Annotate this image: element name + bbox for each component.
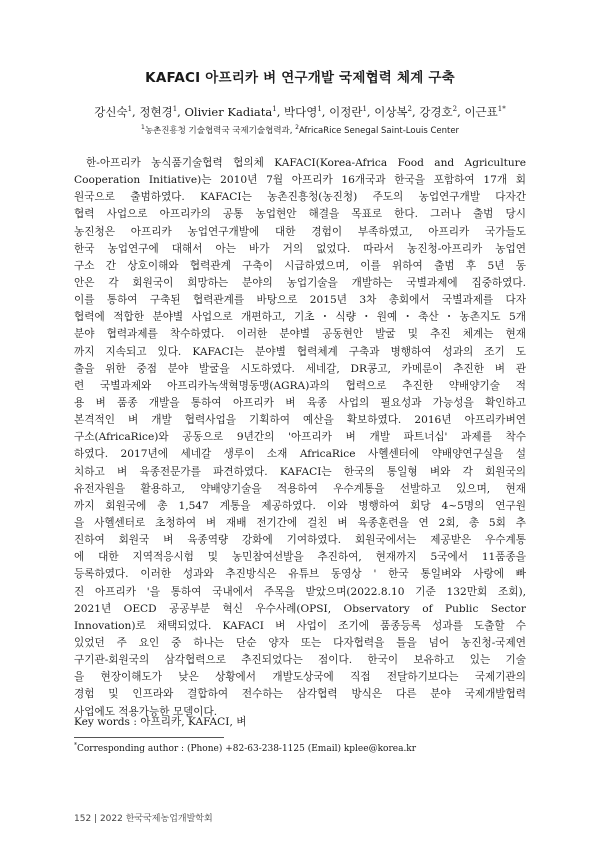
abstract-line: 한-아프리카 농식품기술협력 협의체 KAFACI(Korea-Africa Food and Agriculture — [86, 157, 526, 169]
page-footer — [74, 811, 213, 824]
affiliation-2: AfricaRice Senegal Saint-Louis Center — [299, 126, 460, 136]
abstract-line: 련 국별과제와 아프리카녹색혁명동맹(AGRA)과의 협력으로 추진한 약배양기술 적 — [74, 379, 526, 392]
abstract-line: 하였다. 2017년에 세네갈 생루이 소재 AfricaRice 사헬센터에 약배양연구실을 설 — [74, 448, 526, 461]
author-name: 박다영 — [284, 105, 318, 119]
abstract-line: Innovation)로 채택되었다. KAFACI 벼 사업이 조기에 품종등록 성과를 도출할 수 — [74, 619, 526, 632]
affiliation-marker-2: 2 — [295, 124, 299, 132]
author-separator: , — [177, 105, 185, 119]
abstract-line: 원국으로 출범하였다. KAFACI는 농촌진흥청(농진청) 주도의 농업연구개발 다자간 — [74, 191, 526, 204]
abstract-line: 농진청은 아프리카 농업연구개발에 대한 경험이 부족하였고, 아프리카 국가들도 — [74, 225, 526, 238]
corresponding-author-footnote — [74, 742, 416, 754]
author-name: 이정란 — [329, 105, 363, 119]
footnote-text: Corresponding author : (Phone) +82-63-238-1125 (Email) kplee@korea.kr — [77, 744, 417, 754]
abstract-line: 에 대한 지역적응시험 및 농민참여선발을 추진하여, 현재까지 5국에서 11품종을 — [74, 551, 526, 564]
abstract-line: 협력에 적합한 분야별 사업으로 개편하고, 기초・식량・원예・축산・농촌지도 5개 — [74, 311, 526, 324]
keywords-terms: 아프리카, KAFACI, 벼 — [140, 716, 247, 728]
abstract-line: 구소 간 상호이해와 협력관계 구축이 시급하였으며, 이를 위하여 출범 후 5년 동 — [74, 259, 526, 272]
affiliation-marker-1: 1 — [140, 124, 145, 132]
abstract-line: 진하여 회원국 벼 육종역량 강화에 기여하였다. 회원국에서는 제공받은 우수계통 — [74, 534, 526, 547]
abstract-line: 협력 사업으로 아프리카의 공통 농업현안 해결을 목표로 한다. 그러나 출범 당시 — [74, 208, 526, 221]
author-separator: , — [457, 105, 465, 119]
footnote-divider — [74, 737, 224, 738]
author-affiliation-marker: 1 — [362, 105, 367, 114]
abstract-line: 본격적인 벼 개발 협력사업을 기획하여 예산을 확보하였다. 2016년 아프리카벼연 — [74, 414, 526, 427]
affiliation-1: 농촌진흥청 기술협력국 국제기술협력과, — [144, 126, 296, 136]
abstract-line: 구소(AfricaRice)와 공동으로 9년간의 '아프리카 벼 개발 파트너십' 과제를 착수 — [74, 431, 526, 444]
abstract-line: 구기관-회원국의 삼각협력으로 추진되었다는 점이다. 한국이 보유하고 있는 기술 — [74, 654, 526, 667]
abstract-line: 을 현장이해도가 낮은 상황에서 개발도상국에 직접 전달하기보다는 국제기관의 — [74, 671, 526, 684]
abstract-line: 치하고 벼 육종전문가를 파견하였다. KAFACI는 한국의 통일형 벼와 각 회원국의 — [74, 465, 526, 478]
abstract-line: 한국 농업연구에 대해서 아는 바가 거의 없었다. 따라서 농진청-아프리카 농업연 — [74, 242, 526, 255]
author-affiliation-marker: 1 — [172, 105, 178, 114]
keywords-label: Key words : — [74, 716, 141, 728]
abstract-line: 분야 협력과제를 착수하였다. 이러한 분야별 공동현안 발굴 및 추진 체계는 현재 — [74, 328, 526, 341]
author-name: 이상복 — [374, 105, 408, 119]
author-separator: , — [321, 105, 330, 119]
author-affiliation-marker: 2 — [407, 105, 413, 114]
footer-separator: | — [91, 814, 100, 824]
abstract-line: 용 벼 품종 개발을 통하여 아프리카 벼 육종 사업의 필요성과 가능성을 확인하고 — [74, 396, 526, 409]
author-affiliation-marker: 1* — [497, 105, 506, 114]
affiliation-line — [0, 124, 600, 136]
author-affiliation-marker: 2 — [452, 105, 458, 114]
journal-name: 2022 한국국제농업개발학회 — [99, 814, 213, 824]
footnote-marker: * — [74, 742, 77, 749]
author-name: 정현경 — [139, 105, 173, 119]
author-affiliation-marker: 1 — [127, 105, 133, 114]
abstract-line: 경험 및 인프라와 결합하여 전수하는 삼각협력 방식은 다른 분야 국제개발협력 — [74, 688, 526, 701]
abstract-line: 까지 회원국에 총 1,547 계통을 제공하였다. 이와 병행하여 회당 4~5명의 연구원 — [74, 499, 526, 512]
abstract-line: 등록하였다. 이러한 성과와 추진방식은 유튜브 동영상 ' 한국 통일벼와 사랑에 빠 — [74, 568, 526, 581]
author-name: 강경호 — [419, 105, 453, 119]
author-separator: , — [412, 105, 420, 119]
author-separator: , — [366, 105, 375, 119]
abstract-line: Cooperation Initiative)는 2010년 7월 아프리카 16개국과 한국을 포함하여 17개 회 — [74, 174, 526, 187]
abstract-body — [74, 155, 526, 721]
keywords-line — [74, 714, 246, 729]
abstract-line: 2021년 OECD 공공부분 혁신 우수사례(OPSI, Observatory of Public Sector — [74, 602, 526, 615]
paper-title: KAFACI 아프리카 벼 연구개발 국제협력 체계 구축 — [145, 70, 455, 86]
author-affiliation-marker: 1 — [272, 105, 277, 114]
abstract-line: 유전자원을 활용하고, 약배양기술을 적용하여 우수계통을 선발하고 있으며, 현재 — [74, 482, 526, 495]
abstract-line: 출을 위한 중점 분야 발굴을 시도하였다. 세네갈, DR콩고, 카메룬이 추진한 벼 관 — [74, 362, 526, 375]
author-list — [0, 104, 600, 120]
abstract-line: 까지 지속되고 있다. KAFACI는 분야별 협력체계 구축과 병행하여 성과의 조기 도 — [74, 345, 526, 358]
author-affiliation-marker: 1 — [317, 105, 322, 114]
author-name: 이근표 — [464, 105, 498, 119]
abstract-line: 안은 각 회원국이 희망하는 분야의 농업기술을 개발하는 국별과제에 집중하였다. — [74, 276, 526, 289]
abstract-line: 있었던 주 요인 중 하나는 단순 양자 또는 다자협력을 틀을 넘어 농진청-국제연 — [74, 636, 526, 649]
abstract-line: 진 아프리카 '을 통하여 국내에서 주목을 받았으며(2022.8.10 기준 132만회 조회), — [74, 585, 526, 598]
author-name: 강신숙 — [94, 105, 128, 119]
author-name: Olivier Kadiata — [184, 105, 273, 119]
author-separator: , — [132, 105, 140, 119]
author-separator: , — [276, 105, 284, 119]
abstract-line: 이를 통하여 구축된 협력관계를 바탕으로 2015년 3차 총회에서 국별과제를 다자 — [74, 294, 526, 307]
abstract-line: 을 사헬센터로 초청하여 벼 재배 전기간에 걸친 벼 육종훈련을 연 2회, 총 5회 추 — [74, 516, 526, 529]
page-number: 152 — [74, 814, 92, 824]
abstract-line: 사업에도 적용가능한 모델이다. — [74, 705, 218, 718]
